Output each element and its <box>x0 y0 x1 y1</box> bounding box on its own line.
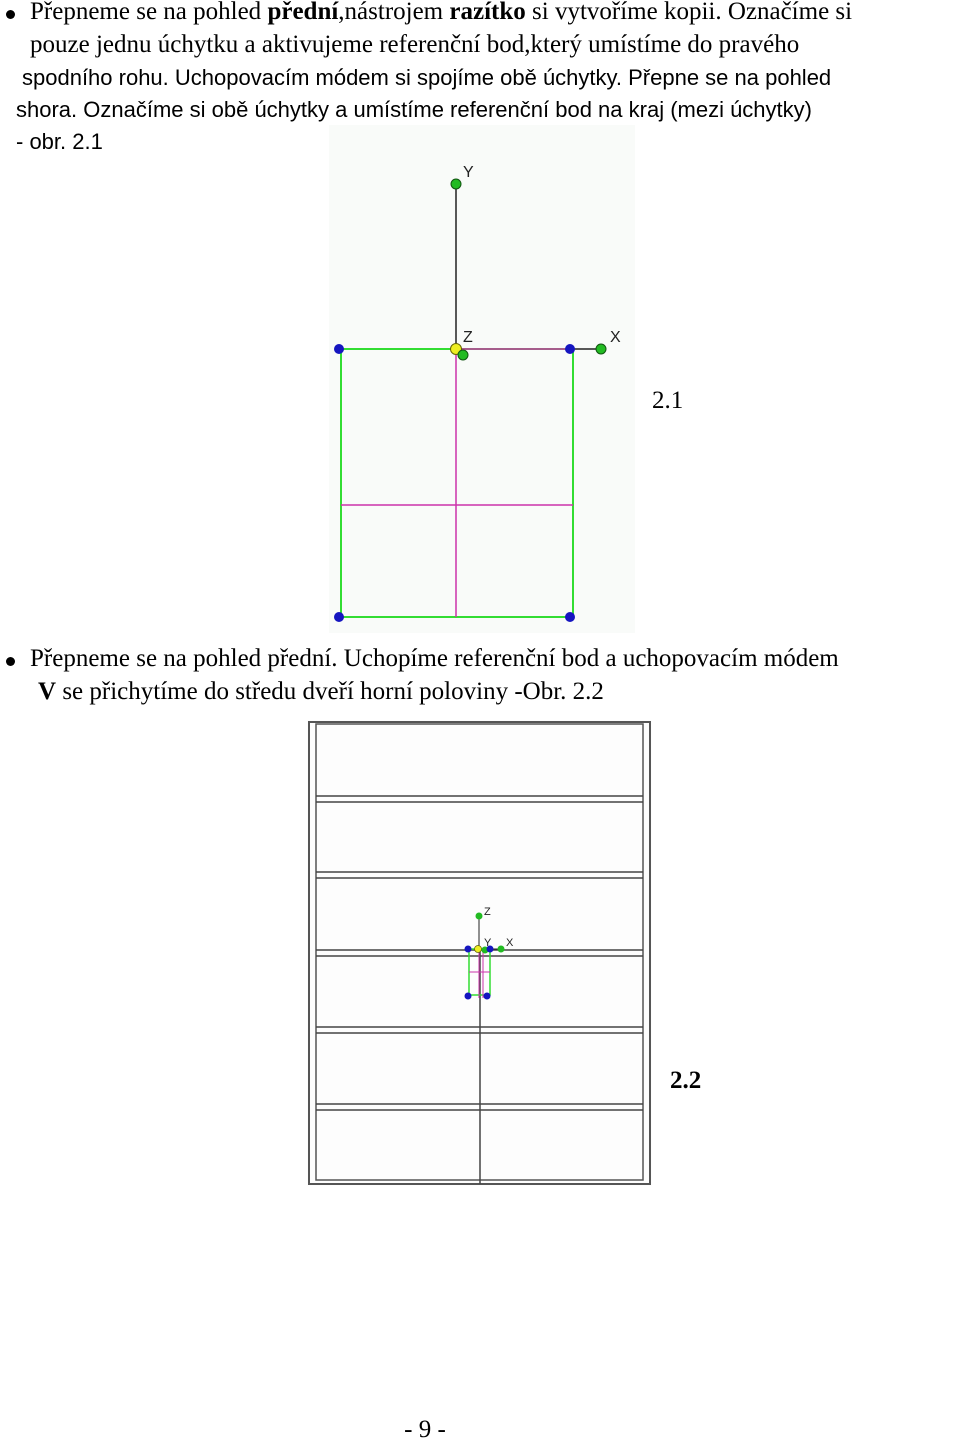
z-axis-label: Z <box>463 329 473 346</box>
figure-2-2 <box>307 720 652 1186</box>
top-right-handle[interactable] <box>565 344 575 354</box>
y-axis-label: Y <box>484 937 492 949</box>
page-number: - 9 - <box>404 1416 446 1443</box>
bottom-right-handle[interactable] <box>484 993 491 1000</box>
bottom-left-handle[interactable] <box>465 993 472 1000</box>
bottom-right-handle[interactable] <box>565 612 575 622</box>
reference-point-handle[interactable] <box>475 946 482 953</box>
y-axis-handle[interactable] <box>451 179 461 189</box>
paragraph-2-line-1: Přepneme se na pohled přední. Uchopíme referenční bod a uchopovacím módem <box>30 645 839 672</box>
y-axis-label: Y <box>463 164 474 181</box>
z-axis-handle[interactable] <box>476 913 483 920</box>
paragraph-1-line-3: spodního rohu. Uchopovacím módem si spojíme obě úchytky. Přepne se na pohled <box>22 65 832 90</box>
top-left-handle[interactable] <box>334 344 344 354</box>
top-left-handle[interactable] <box>465 946 472 953</box>
figure-2-1 <box>329 125 635 633</box>
top-view-drawing <box>329 125 635 633</box>
figure-2-1-caption: 2.1 <box>652 387 684 414</box>
z-axis-label: Z <box>484 906 491 918</box>
x-axis-handle[interactable] <box>498 946 505 953</box>
bottom-left-handle[interactable] <box>334 612 344 622</box>
bullet-icon <box>6 657 15 666</box>
x-axis-handle[interactable] <box>596 344 606 354</box>
paragraph-1-line-1: Přepneme se na pohled přední,nástrojem razítko si vytvoříme kopii. Označíme si <box>30 0 853 25</box>
paragraph-1-line-2: pouze jednu úchytku a aktivujeme referenční bod,který umístíme do pravého <box>30 31 800 58</box>
paragraph-1-line-4: shora. Označíme si obě úchytky a umístíme referenční bod na kraj (mezi úchytky) <box>16 97 812 122</box>
x-axis-label: X <box>610 329 621 346</box>
paragraph-1-line-5: - obr. 2.1 <box>16 129 103 154</box>
x-axis-label: X <box>506 937 514 949</box>
paragraph-2-line-2: V se přichytíme do středu dveří horní poloviny -Obr. 2.2 <box>38 678 604 705</box>
figure-2-2-caption: 2.2 <box>670 1067 702 1094</box>
front-view-drawing <box>307 720 652 1186</box>
z-axis-handle[interactable] <box>458 350 468 360</box>
bullet-icon <box>6 10 15 19</box>
